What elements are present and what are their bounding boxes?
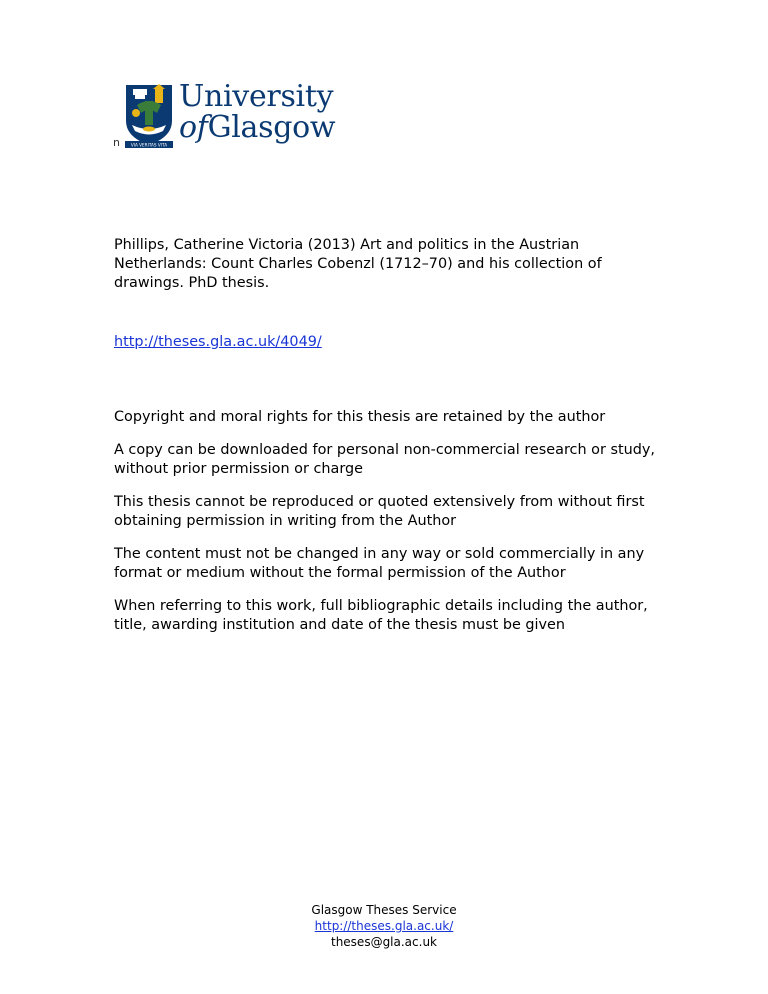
notice-reproduction: This thesis cannot be reproduced or quoted extensively from without first obtaining permission in writing from the Author [114, 494, 645, 529]
university-logo [113, 79, 353, 153]
crest-motto: VIA VERITAS VITA [130, 142, 168, 148]
notice-copyright: Copyright and moral rights for this thesis are retained by the author [114, 409, 606, 425]
rights-notices [114, 408, 674, 649]
thesis-url-link[interactable]: http://theses.gla.ac.uk/4049/ [114, 334, 322, 350]
notice-download: A copy can be downloaded for personal non-commercial research or study, without prior permission or charge [114, 442, 655, 477]
logo-prefix: n [113, 136, 120, 149]
footer [0, 902, 768, 950]
footer-email: theses@gla.ac.uk [330, 935, 438, 949]
footer-service-name: Glasgow Theses Service [311, 903, 457, 917]
notice-content-change: The content must not be changed in any way or sold commercially in any format or medium without the formal permission of the Author [114, 546, 645, 581]
university-name-line1: University [179, 79, 334, 114]
thesis-citation: Phillips, Catherine Victoria (2013) Art and politics in the Austrian Netherlands: Count Charles Cobenzl (1712–70) and his collection of drawings. PhD thesis. [114, 237, 602, 291]
university-name-glasgow: Glasgow [207, 110, 336, 145]
university-name-of: of [179, 110, 208, 145]
university-name [179, 81, 335, 143]
university-crest-icon [123, 83, 175, 149]
footer-service-link[interactable]: http://theses.gla.ac.uk/ [314, 919, 454, 933]
notice-referencing: When referring to this work, full bibliographic details including the author, title, awarding institution and date of the thesis must be given [114, 598, 648, 633]
